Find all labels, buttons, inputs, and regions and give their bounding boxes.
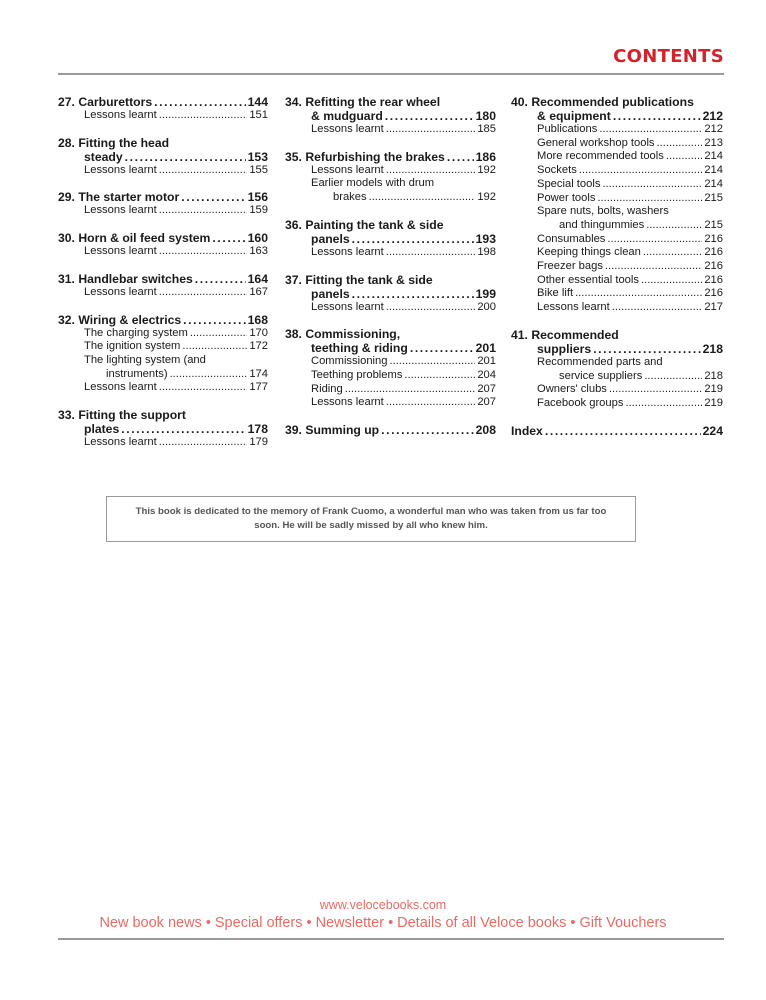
toc-chapter [58,190,268,218]
toc-page-number: 186 [475,149,496,164]
toc-page-number: 180 [475,109,496,123]
toc-page-number: 219 [704,396,723,409]
dot-leader [641,274,702,288]
toc-subentry [511,383,723,397]
toc-entry-title: 34. Refitting the rear wheel [285,95,441,109]
toc-subentry [511,192,723,206]
dot-leader [386,301,476,315]
toc-entry-title: & equipment [537,109,611,123]
toc-entry-title: instruments) [106,367,168,380]
dot-leader [643,246,702,260]
dot-leader [159,245,248,259]
footer-link[interactable]: Gift Vouchers [579,915,667,931]
toc-page-number: 201 [475,341,496,356]
dot-leader [386,123,476,137]
toc-chapter [285,327,496,410]
header-divider [58,73,724,75]
dot-leader [545,424,701,438]
dot-leader [159,381,248,395]
toc-chapter-heading [511,342,723,356]
toc-subentry [58,368,268,382]
toc-page-number: 198 [477,245,496,258]
toc-page-number: 163 [249,245,268,258]
toc-subentry [58,286,268,300]
toc-subentry [285,164,496,178]
toc-chapter-heading [58,231,268,245]
dot-leader [602,178,702,192]
toc-entry-title: General workshop tools [537,136,655,149]
dot-leader [170,368,248,382]
footer-links [0,915,766,931]
toc-page-number: 207 [477,396,496,409]
toc-chapter-heading [58,95,268,109]
dot-leader [410,341,474,355]
toc-chapter [285,218,496,260]
toc-subentry [285,369,496,383]
toc-entry-title: Bike lift [537,287,574,300]
toc-entry-title: 36. Painting the tank & side [285,217,444,232]
toc-chapter [58,408,268,450]
dot-leader [190,327,247,341]
toc-entry-title: Special tools [537,177,601,190]
toc-subentry [511,178,723,192]
dot-leader [159,109,248,123]
toc-chapter-heading [285,327,496,341]
dot-leader [181,190,245,204]
toc-entry-title: Publications [537,123,598,135]
dot-leader [599,123,702,137]
toc-chapter [285,150,496,205]
dot-leader [385,109,474,123]
toc-chapter-heading [58,422,268,436]
footer-link[interactable]: Newsletter [315,915,385,931]
toc-entry-title: 27. Carburettors [58,95,153,109]
toc-subentry [285,246,496,260]
dot-leader [612,301,703,315]
toc-entry-title: 39. Summing up [285,423,380,438]
toc-page-number: 215 [704,191,723,204]
toc-entry-title: Owners' clubs [537,383,607,396]
dot-leader [352,287,474,301]
bullet-separator: • [388,915,394,931]
toc-entry-title: Spare nuts, bolts, washers [537,205,669,218]
toc-entry-title: Keeping things clean [537,246,641,259]
toc-entry-title: Lessons learnt [537,301,610,314]
dot-leader [593,342,700,356]
toc-page-number: 192 [477,191,496,204]
toc-entry-title: 40. Recommended publications [511,95,694,109]
dot-leader [644,370,702,384]
toc-page-number: 164 [247,271,268,286]
toc-subentry [511,137,723,151]
toc-chapter-heading [58,408,268,422]
toc-page-number: 217 [704,301,723,314]
toc-entry-title: steady [84,149,123,164]
toc-chapter-heading [511,95,723,109]
page-title: CONTENTS [613,46,724,67]
toc-subentry [511,164,723,178]
dot-leader [386,396,476,410]
toc-chapter-heading [58,136,268,150]
toc-page-number: 214 [704,177,723,190]
toc-entry-title: Lessons learnt [311,396,384,409]
dot-leader [613,109,701,123]
footer-url-link[interactable]: www.velocebooks.com [319,898,447,912]
dot-leader [159,204,248,218]
bullet-separator: • [570,915,576,931]
toc-entry-title: Lessons learnt [84,109,157,121]
toc-entry-title: 33. Fitting the support [58,408,186,423]
toc-chapter-heading [285,232,496,246]
toc-entry-title: The charging system [84,326,188,339]
toc-subentry [511,397,723,411]
toc-entry-title: Freezer bags [537,260,603,273]
toc-entry-title: brakes [333,191,367,204]
dot-leader [212,231,245,245]
toc-page-number: 193 [475,231,496,246]
toc-subentry [285,123,496,137]
toc-entry-title: Earlier models with drum [311,177,435,190]
toc-chapter [511,95,723,315]
toc-page-number: 216 [704,260,723,273]
dot-leader [404,369,475,383]
toc-page-number: 208 [475,423,496,438]
toc-entry-title: plates [84,422,120,437]
toc-entry-title: Power tools [537,191,596,204]
dot-leader [195,272,246,286]
toc-chapter [285,423,496,437]
toc-subentry [58,381,268,395]
toc-chapter-heading [285,287,496,301]
toc-entry-title: Other essential tools [537,273,639,286]
toc-entry-title: Riding [311,382,343,395]
toc-entry-title: service suppliers [559,369,643,382]
toc-subentry [511,356,723,370]
toc-subentry [58,436,268,450]
dot-leader [121,422,245,436]
toc-page-number: 212 [702,109,723,123]
toc-column-3 [511,95,723,451]
dot-leader [159,286,248,300]
toc-column-1 [58,95,268,463]
toc-page-number: 151 [249,109,268,121]
dot-leader [625,397,702,411]
bullet-separator: • [205,915,211,931]
toc-subentry [511,219,723,233]
toc-subentry [58,327,268,341]
toc-chapter-heading [58,272,268,286]
toc-page-number: 212 [704,123,723,135]
toc-subentry [58,109,268,123]
dot-leader [605,260,702,274]
toc-page-number: 199 [475,286,496,301]
toc-subentry [511,205,723,219]
toc-chapter [285,273,496,315]
dot-leader [597,192,702,206]
toc-page-number: 224 [702,423,723,438]
toc-page-number: 177 [249,381,268,394]
toc-chapter [58,313,268,396]
toc-entry-title: Recommended parts and [537,355,663,368]
toc-subentry [511,123,723,137]
toc-entry-title: 28. Fitting the head [58,135,170,150]
toc-chapter-heading [285,95,496,109]
toc-chapter-heading [58,313,268,327]
dot-leader [159,164,248,178]
toc-chapter [58,272,268,300]
toc-entry-title: 35. Refurbishing the brakes [285,149,445,164]
toc-page-number: 204 [477,368,496,381]
dot-leader [386,246,476,260]
dot-leader [154,95,246,109]
toc-entry-title: 30. Horn & oil feed system [58,231,211,246]
dot-leader [381,423,474,437]
footer-link[interactable]: New book news [99,915,202,931]
toc-entry-title: 41. Recommended [511,327,619,342]
dot-leader [159,436,248,450]
toc-entry-title: Lessons learnt [84,381,157,394]
dot-leader [352,232,474,246]
toc-subentry [58,204,268,218]
toc-chapter [511,424,723,438]
toc-page-number: 216 [704,246,723,259]
toc-chapter-heading [285,150,496,164]
toc-subentry [285,383,496,397]
dot-leader [345,383,476,397]
toc-page-number: 201 [477,355,496,368]
dot-leader [369,191,476,205]
toc-entry-title: 37. Fitting the tank & side [285,272,433,287]
toc-page-number: 144 [247,95,268,109]
toc-page-number: 172 [249,340,268,353]
toc-chapter-heading [58,190,268,204]
toc-chapter-heading [285,218,496,232]
toc-subentry [511,246,723,260]
toc-chapter [285,95,496,137]
toc-entry-title: Lessons learnt [84,245,157,258]
footer-link[interactable]: Special offers [214,915,303,931]
dedication-box: This book is dedicated to the memory of Frank Cuomo, a wonderful man who was taken from us far too soon. He will be sadly missed by all who knew him. [106,496,636,542]
toc-entry-title: Lessons learnt [311,300,384,313]
dot-leader [389,355,475,369]
toc-subentry [58,245,268,259]
toc-chapter-heading [511,328,723,342]
toc-page-number: 214 [704,150,723,163]
toc-chapter [511,328,723,411]
toc-entry-title: Lessons learnt [84,204,157,217]
dot-leader [609,383,702,397]
toc-entry-title: 29. The starter motor [58,190,180,205]
toc-entry-title: 32. Wiring & electrics [58,312,182,327]
toc-subentry [285,396,496,410]
toc-page-number: 179 [249,436,268,449]
toc-page-number: 155 [249,163,268,176]
toc-entry-title: Facebook groups [537,396,624,409]
toc-page-number: 160 [247,231,268,246]
toc-page-number: 214 [704,164,723,177]
footer-divider [58,938,724,940]
toc-page-number: 156 [247,190,268,205]
dot-leader [666,150,702,164]
toc-chapter-heading [58,150,268,164]
toc-entry-title: Commissioning [311,355,388,368]
toc-entry-title: Teething problems [311,368,403,381]
toc-entry-title: Lessons learnt [311,245,384,258]
toc-entry-title: Consumables [537,232,606,245]
footer-link[interactable]: Details of all Veloce books [397,915,567,931]
toc-chapter [58,231,268,259]
toc-entry-title: More recommended tools [537,150,664,163]
toc-page-number: 207 [477,382,496,395]
dot-leader [125,150,246,164]
toc-subentry [285,191,496,205]
toc-page-number: 218 [702,341,723,356]
dot-leader [607,233,702,247]
toc-entry-title: panels [311,231,350,246]
toc-chapter-heading [285,273,496,287]
toc-entry-title: 31. Handlebar switches [58,271,193,286]
toc-subentry [285,177,496,191]
toc-page-number: 192 [477,163,496,176]
toc-entry-title: Index [511,423,543,438]
toc-subentry [58,340,268,354]
toc-page-number: 168 [247,312,268,327]
dot-leader [579,164,703,178]
dot-leader [657,137,703,151]
toc-page-number: 178 [247,422,268,437]
toc-subentry [511,287,723,301]
toc-entry-title: & mudguard [311,109,383,123]
toc-entry-title: The lighting system (and [84,353,206,366]
toc-page-number: 215 [704,218,723,231]
toc-page-number: 170 [249,326,268,339]
toc-page-number: 218 [704,369,723,382]
dot-leader [386,164,476,178]
dot-leader [447,150,474,164]
toc-chapter-heading [285,341,496,355]
toc-chapter-heading [511,109,723,123]
toc-page-number: 153 [247,149,268,164]
toc-subentry [511,301,723,315]
dot-leader [575,287,702,301]
toc-chapter [58,136,268,178]
toc-page-number: 216 [704,287,723,300]
toc-column-2 [285,95,496,450]
toc-entry-title: Lessons learnt [84,163,157,176]
toc-chapter [58,95,268,123]
toc-subentry [511,260,723,274]
toc-subentry [285,355,496,369]
bullet-separator: • [306,915,312,931]
toc-entry-title: Lessons learnt [84,436,157,449]
toc-page-number: 174 [249,367,268,380]
toc-page-number: 200 [477,300,496,313]
toc-entry-title: Lessons learnt [311,123,384,135]
toc-page-number: 219 [704,383,723,396]
toc-subentry [285,301,496,315]
toc-entry-title: teething & riding [311,341,408,356]
toc-subentry [511,370,723,384]
toc-chapter-heading [511,424,723,438]
toc-page-number: 216 [704,232,723,245]
toc-entry-title: 38. Commissioning, [285,327,401,342]
toc-entry-title: Lessons learnt [311,163,384,176]
toc-page-number: 213 [704,136,723,149]
toc-page-number: 216 [704,273,723,286]
toc-chapter-heading [285,423,496,437]
dot-leader [182,340,247,354]
toc-entry-title: Sockets [537,164,577,177]
toc-page-number: 167 [249,285,268,298]
toc-chapter-heading [285,109,496,123]
toc-page-number: 159 [249,204,268,217]
toc-entry-title: panels [311,286,350,301]
toc-subentry [511,150,723,164]
toc-subentry [511,274,723,288]
toc-entry-title: and thingummies [559,218,645,231]
toc-page-number: 185 [477,123,496,135]
dot-leader [646,219,702,233]
toc-subentry [58,164,268,178]
toc-entry-title: The ignition system [84,340,181,353]
toc-entry-title: suppliers [537,341,592,356]
toc-subentry [58,354,268,368]
toc-entry-title: Lessons learnt [84,285,157,298]
dot-leader [183,313,245,327]
toc-subentry [511,233,723,247]
